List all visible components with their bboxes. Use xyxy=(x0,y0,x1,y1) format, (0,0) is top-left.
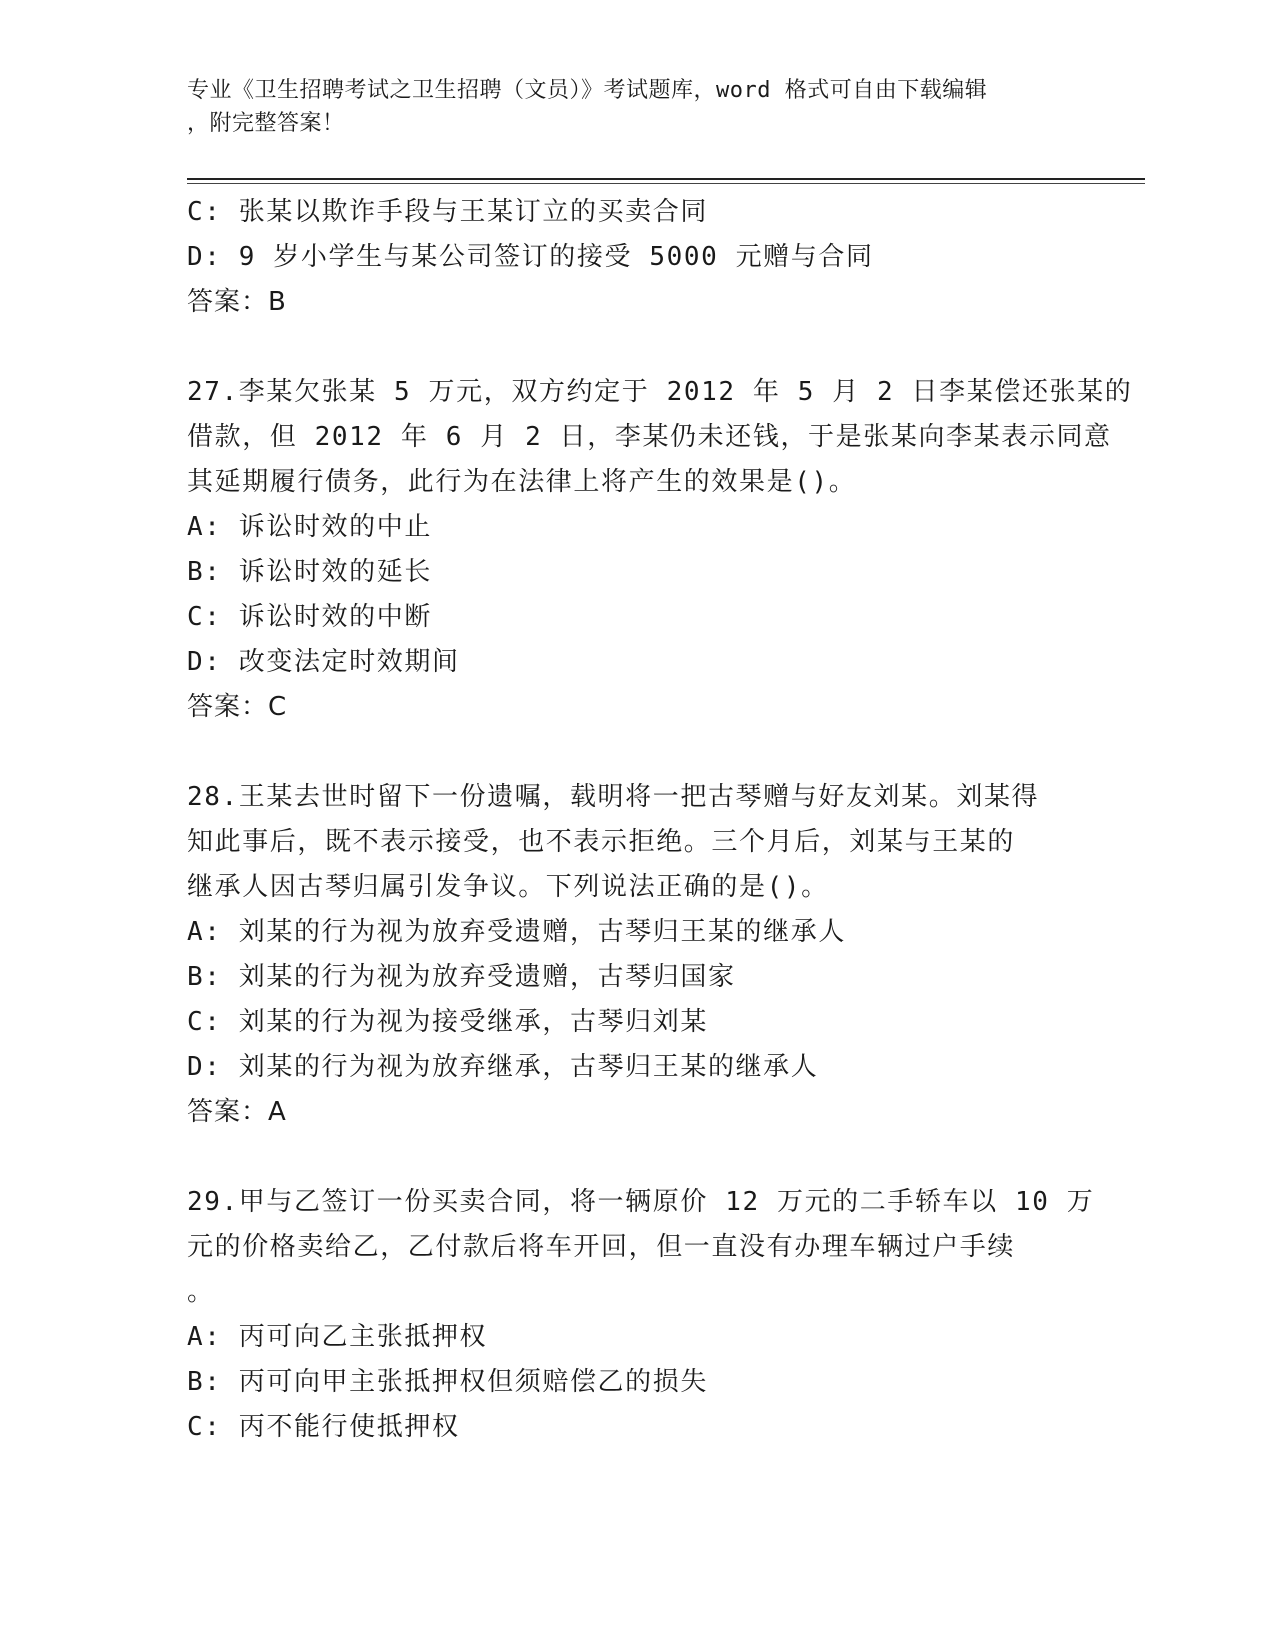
question-spacer xyxy=(187,1135,1087,1180)
question-stem-line: 。 xyxy=(187,1277,215,1307)
previous-question-tail xyxy=(187,190,1087,325)
question-stem-line: 元的价格卖给乙，乙付款后将车开回，但一直没有办理车辆过户手续 xyxy=(187,1232,1016,1262)
answer-line: 答案：B xyxy=(187,287,287,317)
question-spacer xyxy=(187,730,1087,775)
question-stem-line: 借款，但 2012 年 6 月 2 日，李某仍未还钱，于是张某向李某表示同意 xyxy=(187,422,1112,452)
option-a: A: 丙可向乙主张抵押权 xyxy=(187,1322,488,1352)
answer-line: 答案：A xyxy=(187,1097,287,1127)
header-line-2: ，附完整答案！ xyxy=(187,111,345,136)
question-29 xyxy=(187,1180,1095,1450)
document-header xyxy=(187,74,1077,140)
question-stem-line: 29.甲与乙签订一份买卖合同，将一辆原价 12 万元的二手轿车以 10 万 xyxy=(187,1187,1095,1217)
question-stem-line: 知此事后，既不表示接受，也不表示拒绝。三个月后，刘某与王某的 xyxy=(187,827,1016,857)
header-divider-thick xyxy=(187,178,1145,180)
option-c: C: 张某以欺诈手段与王某订立的买卖合同 xyxy=(187,197,708,227)
question-27 xyxy=(187,370,1133,730)
question-spacer xyxy=(187,325,1087,370)
option-c: C: 诉讼时效的中断 xyxy=(187,602,432,632)
option-d: D: 改变法定时效期间 xyxy=(187,647,460,677)
option-b: B: 刘某的行为视为放弃受遗赠，古琴归国家 xyxy=(187,962,736,992)
option-c: C: 刘某的行为视为接受继承，古琴归刘某 xyxy=(187,1007,708,1037)
option-b: B: 丙可向甲主张抵押权但须赔偿乙的损失 xyxy=(187,1367,708,1397)
option-d: D: 刘某的行为视为放弃继承，古琴归王某的继承人 xyxy=(187,1052,819,1082)
question-stem-line: 继承人因古琴归属引发争议。下列说法正确的是()。 xyxy=(187,872,829,902)
answer-line: 答案：C xyxy=(187,692,288,722)
question-stem-line: 27.李某欠张某 5 万元，双方约定于 2012 年 5 月 2 日李某偿还张某的 xyxy=(187,377,1133,407)
question-stem-line: 其延期履行债务，此行为在法律上将产生的效果是()。 xyxy=(187,467,857,497)
question-list xyxy=(187,190,1133,1450)
option-c: C: 丙不能行使抵押权 xyxy=(187,1412,460,1442)
option-a: A: 诉讼时效的中止 xyxy=(187,512,432,542)
option-d: D: 9 岁小学生与某公司签订的接受 5000 元赠与合同 xyxy=(187,242,874,272)
question-stem-line: 28.王某去世时留下一份遗嘱，载明将一把古琴赠与好友刘某。刘某得 xyxy=(187,782,1040,812)
question-28 xyxy=(187,775,1087,1135)
header-divider-thin xyxy=(187,183,1145,184)
option-b: B: 诉讼时效的延长 xyxy=(187,557,432,587)
header-line-1: 专业《卫生招聘考试之卫生招聘（文员）》考试题库，word 格式可自由下载编辑 xyxy=(187,78,988,103)
option-a: A: 刘某的行为视为放弃受遗赠，古琴归王某的继承人 xyxy=(187,917,846,947)
